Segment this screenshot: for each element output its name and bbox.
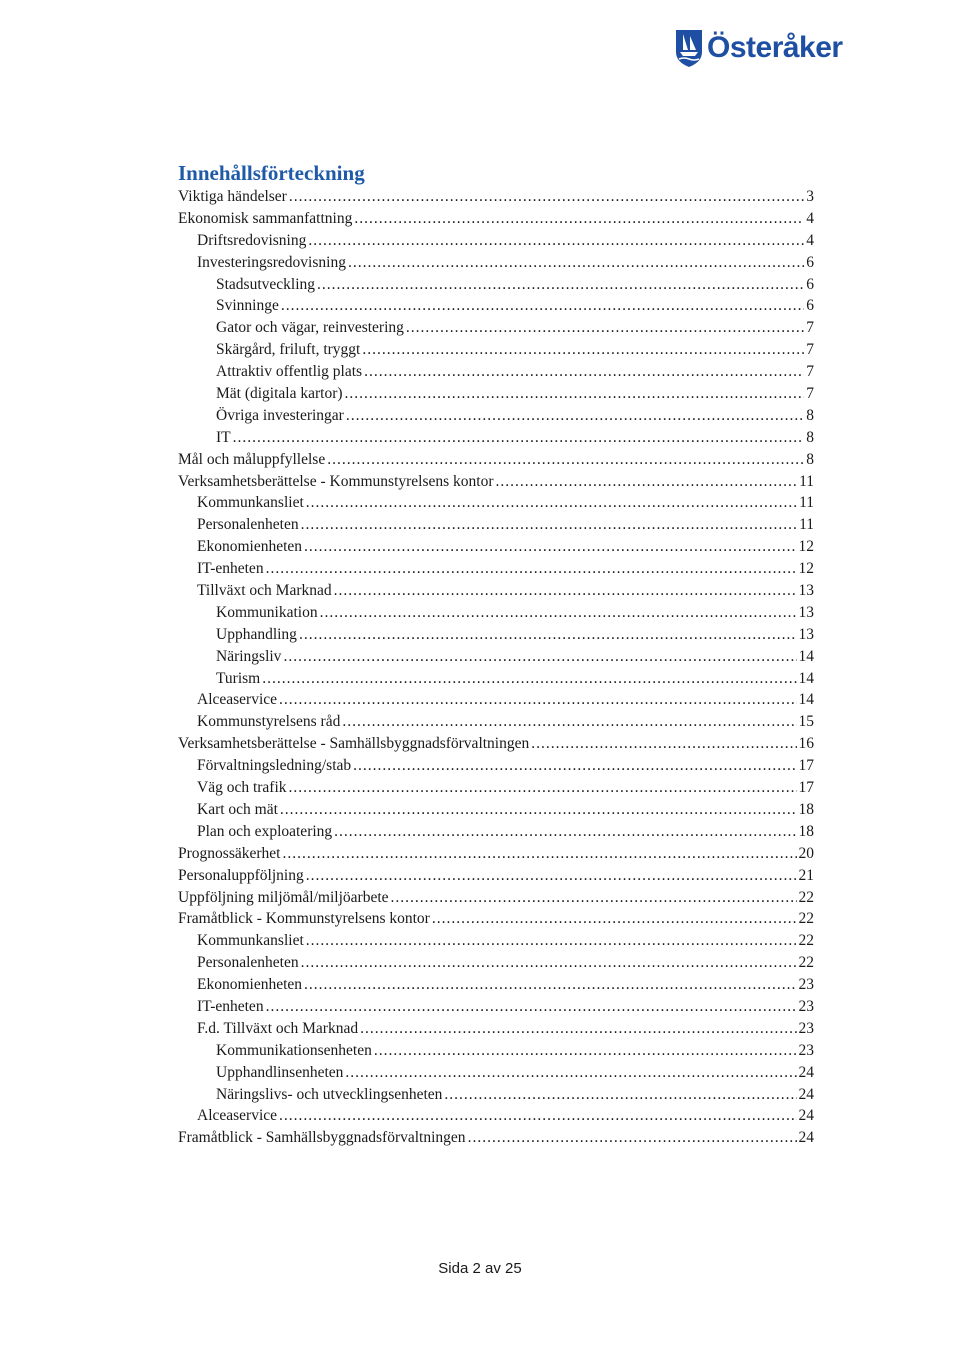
toc-entry[interactable] [178, 427, 814, 449]
toc-entry-label: Viktiga händelser [178, 188, 287, 205]
toc-entry-page-number: 7 [806, 385, 814, 403]
toc-entry[interactable] [178, 383, 814, 405]
toc-entry[interactable] [178, 821, 814, 843]
toc-entry-label: IT [216, 428, 231, 446]
toc-entry-page-number: 6 [806, 297, 814, 315]
toc-entry-page-number: 21 [798, 866, 814, 884]
toc-entry[interactable] [178, 405, 814, 427]
toc-entry-page-number: 12 [798, 538, 814, 556]
toc-entry[interactable] [178, 668, 814, 690]
toc-entry-label: Investeringsredovisning [197, 253, 346, 271]
toc-entry-page-number: 7 [806, 363, 814, 381]
toc-entry[interactable] [178, 295, 814, 317]
toc-entry-page-number: 14 [798, 691, 814, 709]
toc-entry-page-number: 17 [798, 779, 814, 797]
toc-dot-leader [353, 755, 796, 777]
toc-entry-label: Verksamhetsberättelse - Kommunstyrelsens kontor [178, 472, 494, 490]
toc-entry[interactable] [178, 1084, 814, 1106]
toc-entry-page-number: 4 [806, 231, 814, 249]
toc-entry-label: Uppföljning miljömål/miljöarbete [178, 888, 389, 906]
toc-entry-label: Personalenheten [197, 516, 299, 534]
toc-entry-label: Kommunstyrelsens råd [197, 713, 341, 731]
toc-dot-leader [306, 865, 797, 887]
toc-entry-label: Framåtblick - Kommunstyrelsens kontor [178, 910, 430, 928]
toc-entry-page-number: 6 [806, 253, 814, 271]
toc-dot-leader [391, 887, 797, 909]
toc-entry[interactable] [178, 996, 814, 1018]
logo-text: Österåker [707, 31, 843, 64]
toc-entry-page-number: 16 [798, 735, 814, 753]
toc-entry-label: Mål och måluppfyllelse [178, 450, 326, 468]
toc-dot-leader [406, 317, 804, 339]
toc-entry-label: Förvaltningsledning/stab [197, 757, 352, 775]
toc-entry-label: Kommunkansliet [197, 932, 304, 950]
toc-entry[interactable] [178, 230, 814, 252]
toc-dot-leader [345, 383, 805, 405]
toc-dot-leader [317, 274, 804, 296]
toc-entry-page-number: 3 [806, 188, 814, 205]
toc-entry[interactable] [178, 252, 814, 274]
toc-dot-leader [262, 668, 796, 690]
toc-entry[interactable] [178, 536, 814, 558]
toc-dot-leader [362, 339, 804, 361]
toc-entry-label: Ekonomisk sammanfattning [178, 209, 353, 227]
toc-entry-page-number: 13 [798, 603, 814, 621]
toc-entry-label: Väg och trafik [197, 779, 287, 797]
toc-entry[interactable] [178, 1062, 814, 1084]
toc-entry-label: Näringsliv [216, 647, 282, 665]
toc-entry-label: Plan och exploatering [197, 822, 333, 840]
toc-dot-leader [327, 449, 804, 471]
toc-entry[interactable] [178, 799, 814, 821]
toc-entry-page-number: 24 [798, 1129, 814, 1147]
toc-entry-label: Kommunikationsenheten [216, 1041, 372, 1059]
toc-title: Innehållsförteckning [178, 161, 365, 185]
toc-dot-leader [334, 580, 797, 602]
toc-entry-label: Verksamhetsberättelse - Samhällsbyggnadsförvaltningen [178, 735, 530, 753]
toc-dot-leader [283, 646, 796, 668]
toc-dot-leader [282, 843, 796, 865]
toc-entry[interactable] [178, 602, 814, 624]
toc-entry-page-number: 23 [798, 1019, 814, 1037]
toc-entry[interactable] [178, 1040, 814, 1062]
toc-entry-page-number: 8 [806, 406, 814, 424]
toc-entry-label: Alceaservice [197, 691, 278, 709]
toc-dot-leader [346, 405, 804, 427]
toc-entry-label: Tillväxt och Marknad [197, 582, 332, 600]
table-of-contents [178, 186, 814, 1149]
toc-entry-page-number: 18 [798, 800, 814, 818]
toc-dot-leader [304, 536, 796, 558]
toc-dot-leader [444, 1084, 796, 1106]
toc-entry-label: Skärgård, friluft, tryggt [216, 341, 361, 359]
toc-entry-page-number: 24 [798, 1107, 814, 1125]
toc-dot-leader [266, 558, 797, 580]
toc-entry-label: Kart och mät [197, 800, 278, 818]
toc-entry[interactable] [178, 361, 814, 383]
toc-dot-leader [348, 252, 804, 274]
toc-dot-leader [345, 1062, 796, 1084]
toc-entry-page-number: 15 [798, 713, 814, 731]
toc-entry-page-number: 22 [798, 932, 814, 950]
toc-entry-label: F.d. Tillväxt och Marknad [197, 1019, 359, 1037]
toc-dot-leader [531, 733, 796, 755]
toc-entry-page-number: 11 [799, 494, 814, 512]
toc-dot-leader [374, 1040, 797, 1062]
municipal-shield-icon [674, 28, 704, 68]
toc-entry[interactable] [178, 208, 814, 230]
toc-entry-page-number: 12 [798, 560, 814, 578]
toc-entry-page-number: 23 [798, 997, 814, 1015]
toc-dot-leader [496, 471, 798, 493]
toc-entry[interactable] [178, 777, 814, 799]
toc-dot-leader [364, 361, 804, 383]
toc-entry[interactable] [178, 317, 814, 339]
toc-entry-page-number: 11 [799, 516, 814, 534]
toc-entry[interactable] [178, 887, 814, 909]
toc-entry-label: Ekonomienheten [197, 538, 303, 556]
toc-dot-leader [468, 1127, 797, 1149]
toc-entry[interactable] [178, 471, 814, 493]
toc-dot-leader [279, 689, 796, 711]
toc-entry-page-number: 6 [806, 275, 814, 293]
toc-dot-leader [301, 514, 797, 536]
toc-entry-page-number: 22 [798, 910, 814, 928]
toc-entry-page-number: 23 [798, 976, 814, 994]
toc-dot-leader [280, 799, 797, 821]
toc-entry[interactable] [178, 274, 814, 296]
toc-entry-page-number: 17 [798, 757, 814, 775]
toc-entry-label: Framåtblick - Samhällsbyggnadsförvaltningen [178, 1129, 466, 1147]
toc-dot-leader [289, 186, 804, 208]
toc-dot-leader [301, 952, 797, 974]
toc-entry[interactable] [178, 646, 814, 668]
toc-entry-page-number: 4 [806, 209, 814, 227]
toc-entry-page-number: 18 [798, 822, 814, 840]
toc-entry-page-number: 7 [806, 341, 814, 359]
toc-entry-label: Mät (digitala kartor) [216, 385, 343, 403]
toc-entry-label: Näringslivs- och utvecklingsenheten [216, 1085, 443, 1103]
toc-entry-page-number: 13 [798, 625, 814, 643]
toc-entry[interactable] [178, 930, 814, 952]
toc-entry-label: Upphandling [216, 625, 297, 643]
toc-entry[interactable] [178, 186, 814, 208]
toc-entry[interactable] [178, 865, 814, 887]
toc-dot-leader [233, 427, 805, 449]
toc-entry-page-number: 13 [798, 582, 814, 600]
toc-entry[interactable] [178, 492, 814, 514]
toc-dot-leader [279, 1105, 796, 1127]
toc-entry-page-number: 14 [798, 669, 814, 687]
toc-entry[interactable] [178, 711, 814, 733]
toc-entry-page-number: 22 [798, 954, 814, 972]
toc-entry[interactable] [178, 952, 814, 974]
toc-dot-leader [342, 711, 796, 733]
toc-entry-label: IT-enheten [197, 560, 264, 578]
toc-entry[interactable] [178, 339, 814, 361]
toc-entry-label: Ekonomienheten [197, 976, 303, 994]
toc-dot-leader [308, 230, 804, 252]
toc-dot-leader [320, 602, 797, 624]
toc-entry-page-number: 20 [798, 844, 814, 862]
toc-entry-label: Personalenheten [197, 954, 299, 972]
toc-entry-label: Prognossäkerhet [178, 844, 281, 862]
toc-entry-label: Alceaservice [197, 1107, 278, 1125]
page-indicator: Sida 2 av 25 [438, 1260, 522, 1277]
toc-dot-leader [266, 996, 797, 1018]
osteraker-logo [674, 28, 843, 68]
toc-entry-label: Gator och vägar, reinvestering [216, 319, 404, 337]
toc-entry-label: Kommunkansliet [197, 494, 304, 512]
toc-entry-label: IT-enheten [197, 997, 264, 1015]
toc-entry-label: Driftsredovisning [197, 231, 307, 249]
toc-entry[interactable] [178, 1018, 814, 1040]
toc-dot-leader [304, 974, 796, 996]
toc-entry[interactable] [178, 580, 814, 602]
toc-entry[interactable] [178, 558, 814, 580]
toc-dot-leader [354, 208, 804, 230]
toc-entry-label: Övriga investeringar [216, 406, 344, 424]
toc-dot-leader [360, 1018, 796, 1040]
toc-entry-label: Stadsutveckling [216, 275, 316, 293]
toc-dot-leader [306, 492, 797, 514]
toc-entry[interactable] [178, 1127, 814, 1149]
toc-entry-label: Personaluppföljning [178, 866, 304, 884]
toc-entry-page-number: 22 [798, 888, 814, 906]
toc-entry-label: Svinninge [216, 297, 279, 315]
toc-dot-leader [306, 930, 797, 952]
toc-entry-page-number: 8 [806, 428, 814, 446]
toc-entry-page-number: 14 [798, 647, 814, 665]
toc-dot-leader [281, 295, 804, 317]
toc-entry-page-number: 11 [799, 472, 814, 490]
toc-entry-label: Turism [216, 669, 261, 687]
toc-entry-label: Kommunikation [216, 603, 318, 621]
toc-entry[interactable] [178, 843, 814, 865]
toc-dot-leader [289, 777, 797, 799]
toc-entry[interactable] [178, 449, 814, 471]
toc-entry[interactable] [178, 733, 814, 755]
toc-entry-label: Attraktiv offentlig plats [216, 363, 363, 381]
toc-dot-leader [334, 821, 796, 843]
toc-entry[interactable] [178, 755, 814, 777]
toc-entry-label: Upphandlinsenheten [216, 1063, 344, 1081]
toc-dot-leader [299, 624, 797, 646]
toc-entry-page-number: 24 [798, 1063, 814, 1081]
toc-entry-page-number: 24 [798, 1085, 814, 1103]
toc-entry-page-number: 8 [806, 450, 814, 468]
toc-entry-page-number: 7 [806, 319, 814, 337]
toc-dot-leader [432, 908, 797, 930]
toc-entry[interactable] [178, 908, 814, 930]
toc-entry[interactable] [178, 514, 814, 536]
toc-entry[interactable] [178, 624, 814, 646]
toc-entry[interactable] [178, 1105, 814, 1127]
toc-entry-page-number: 23 [798, 1041, 814, 1059]
toc-entry[interactable] [178, 974, 814, 996]
toc-entry[interactable] [178, 689, 814, 711]
